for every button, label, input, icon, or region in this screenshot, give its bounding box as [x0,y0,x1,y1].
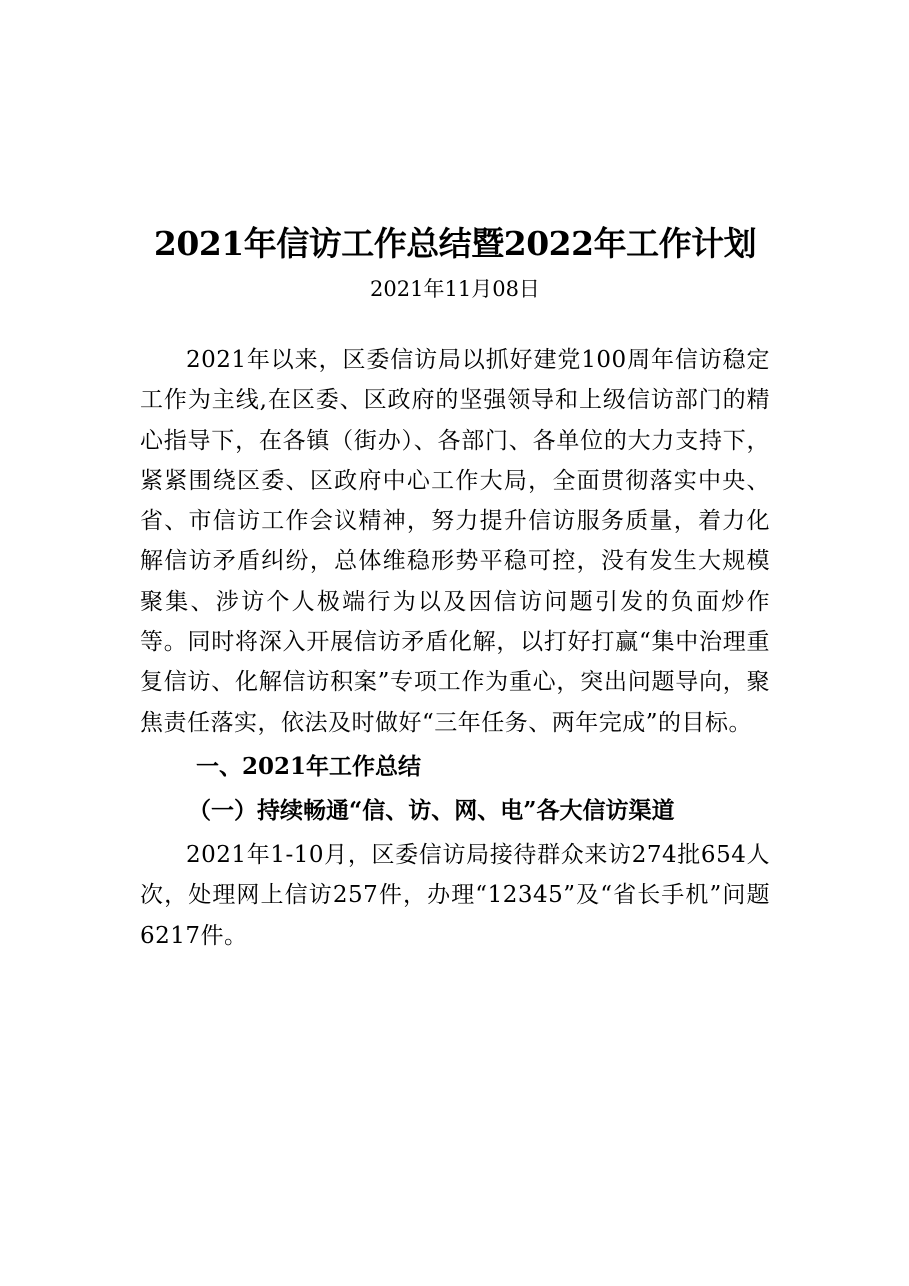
subsection-heading-channels: （一）持续畅通“信、访、网、电”各大信访渠道 [188,796,675,824]
intro-paragraph: 2021年以来，区委信访局以抓好建党100周年信访稳定工作为主线,在区委、区政府的坚强领导和上级信访部门的精心指导下，在各镇（街办）、各部门、各单位的大力支持下，紧紧围绕区委、区政府中心工作大局，全面贯彻落实中央、省、市信访工作会议精神，努力提升信访服务质量，着力化解信访矛盾纠纷，总体维稳形势平稳可控，没有发生大规模聚集、涉访个人极端行为以及因信访问题引发的负面炒作等。同时将深入开展信访矛盾化解，以打好打赢“集中治理重复信访、化解信访积案”专项工作为重心，突出问题导向，聚焦责任落实，依法及时做好“三年任务、两年完成”的目标。 [140,347,770,736]
subsection-paragraph-statistics: 2021年1-10月，区委信访局接待群众来访274批654人次，处理网上信访257件，办理“12345”及“省长手机”问题6217件。 [140,841,770,949]
document-date: 2021年11月08日 [370,277,540,301]
document-title: 2021年信访工作总结暨2022年工作计划 [153,224,757,263]
section-heading-work-summary: 一、2021年工作总结 [196,752,422,780]
document-page [140,218,770,956]
